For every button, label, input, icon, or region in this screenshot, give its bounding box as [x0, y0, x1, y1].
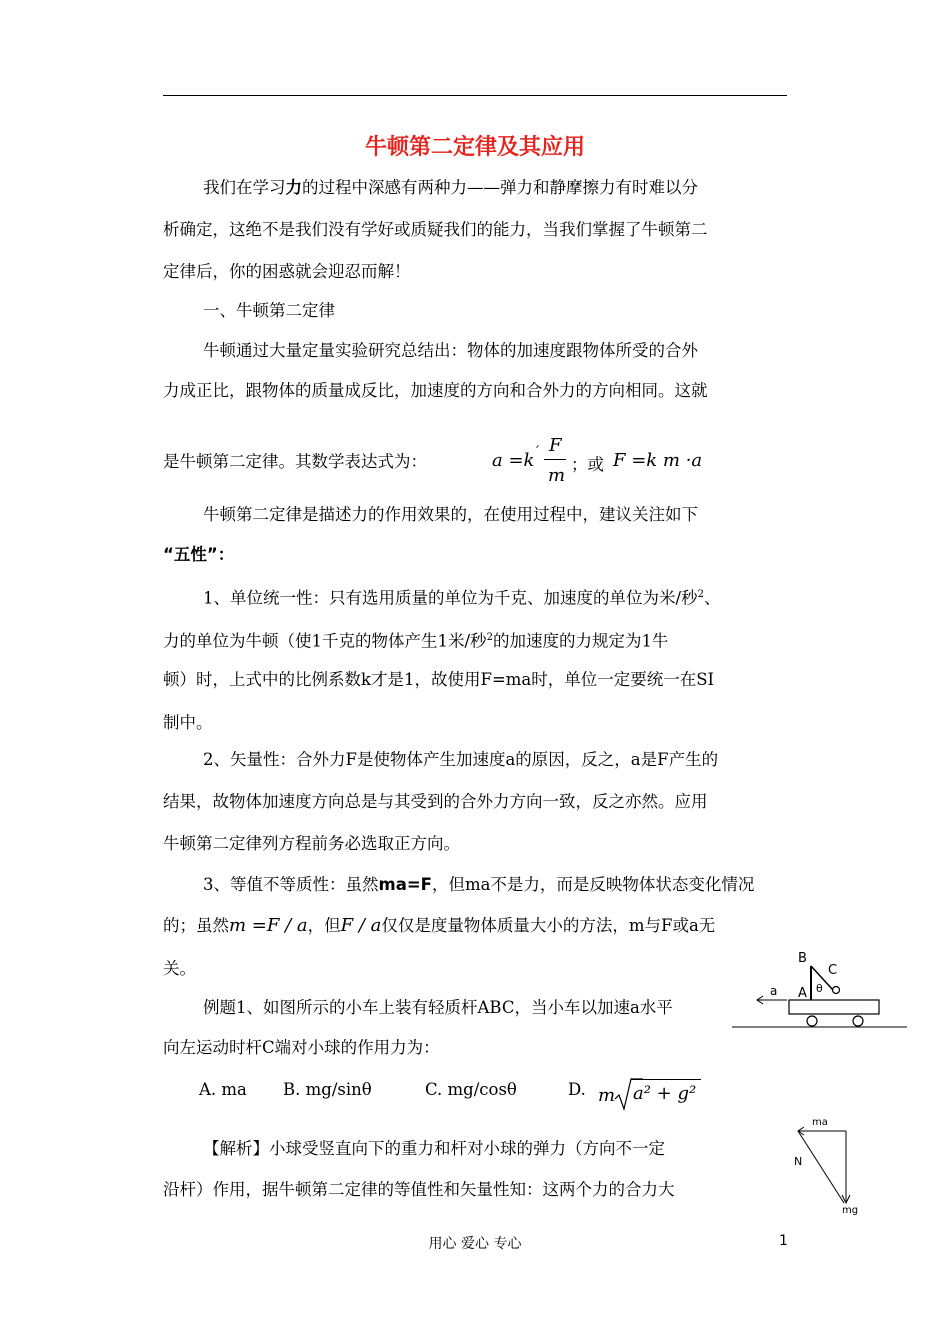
- item1-line-1: 1、单位统一性：只有选用质量的单位为千克、加速度的单位为米/秒$^2$、: [203, 588, 721, 608]
- page-title: 牛顿第二定律及其应用: [364, 135, 585, 160]
- p1-line-2: 力成正比，跟物体的质量成反比，加速度的方向和合外力的方向相同。这就: [163, 381, 708, 400]
- item3-line-2: 的；虽然m =F / a，但F / a仅仅是度量物体质量大小的方法，m与F或a无: [163, 915, 716, 936]
- analysis-line-2: 沿杆）作用，据牛顿第二定律的等值性和矢量性知：这两个力的合力大: [163, 1180, 675, 1199]
- newton-formula: a =k ′ F m ；或 F =k m ·a: [492, 435, 703, 486]
- item1-line-2: 力的单位为牛顿（使1千克的物体产生1米/秒$^2$的加速度的力规定为1牛: [163, 631, 669, 651]
- option-b: B. mg/sinθ: [283, 1080, 372, 1099]
- p1-line-3: 是牛顿第二定律。其数学表达式为：: [163, 452, 427, 471]
- item1-line-4: 制中。: [163, 713, 213, 732]
- intro-line-1: 我们在学习力的过程中深感有两种力——弹力和静摩擦力有时难以分: [203, 178, 698, 197]
- example-line-2: 向左运动时杆C端对小球的作用力为：: [163, 1038, 440, 1057]
- option-d: D.: [568, 1080, 586, 1099]
- option-d-formula: m a² + g²: [598, 1075, 708, 1115]
- item2-line-3: 牛顿第二定律列方程前务必选取正方向。: [163, 834, 460, 853]
- option-a: A. ma: [199, 1080, 247, 1099]
- item3-line-1: 3、等值不等质性：虽然ma=F，但ma不是力，而是反映物体状态变化情况: [203, 875, 755, 894]
- page-footer: 用心 爱心 专心: [428, 1236, 522, 1252]
- fig2-label-mg: mg: [842, 1205, 859, 1216]
- item2-line-2: 结果，故物体加速度方向总是与其受到的合外力方向一致，反之亦然。应用: [163, 792, 708, 811]
- cart-rod-figure: [732, 948, 912, 1038]
- option-c: C. mg/cosθ: [425, 1080, 517, 1099]
- fig1-label-point-a: A: [798, 986, 807, 1001]
- fig1-label-c: C: [828, 963, 838, 978]
- p2-line-2: “五性”：: [163, 545, 235, 564]
- fig1-label-a: a: [770, 984, 778, 998]
- force-triangle-figure: [790, 1113, 870, 1218]
- fig1-label-b: B: [798, 951, 807, 966]
- fig2-label-ma: ma: [812, 1117, 828, 1128]
- intro-line-3: 定律后，你的困惑就会迎忍而解！: [163, 262, 411, 281]
- page-number: 1: [779, 1233, 788, 1249]
- intro-line-2: 析确定，这绝不是我们没有学好或质疑我们的能力，当我们掌握了牛顿第二: [163, 220, 708, 239]
- fig1-label-theta: θ: [816, 982, 823, 995]
- fig2-label-n: N: [794, 1155, 803, 1168]
- header-rule: [163, 95, 787, 96]
- section-heading: 一、牛顿第二定律: [203, 301, 335, 320]
- p2-line-1: 牛顿第二定律是描述力的作用效果的，在使用过程中，建议关注如下: [203, 505, 698, 524]
- item1-line-3: 顿）时，上式中的比例系数k才是1，故使用F=ma时，单位一定要统一在SI: [163, 670, 715, 689]
- item3-line-3: 关。: [163, 959, 196, 978]
- p1-line-1: 牛顿通过大量定量实验研究总结出：物体的加速度跟物体所受的合外: [203, 341, 698, 360]
- example-line-1: 例题1、如图所示的小车上装有轻质杆ABC，当小车以加速a水平: [203, 998, 673, 1017]
- analysis-line-1: 【解析】小球受竖直向下的重力和杆对小球的弹力（方向不一定: [203, 1139, 665, 1158]
- item2-line-1: 2、矢量性：合外力F是使物体产生加速度a的原因，反之，a是F产生的: [203, 750, 719, 769]
